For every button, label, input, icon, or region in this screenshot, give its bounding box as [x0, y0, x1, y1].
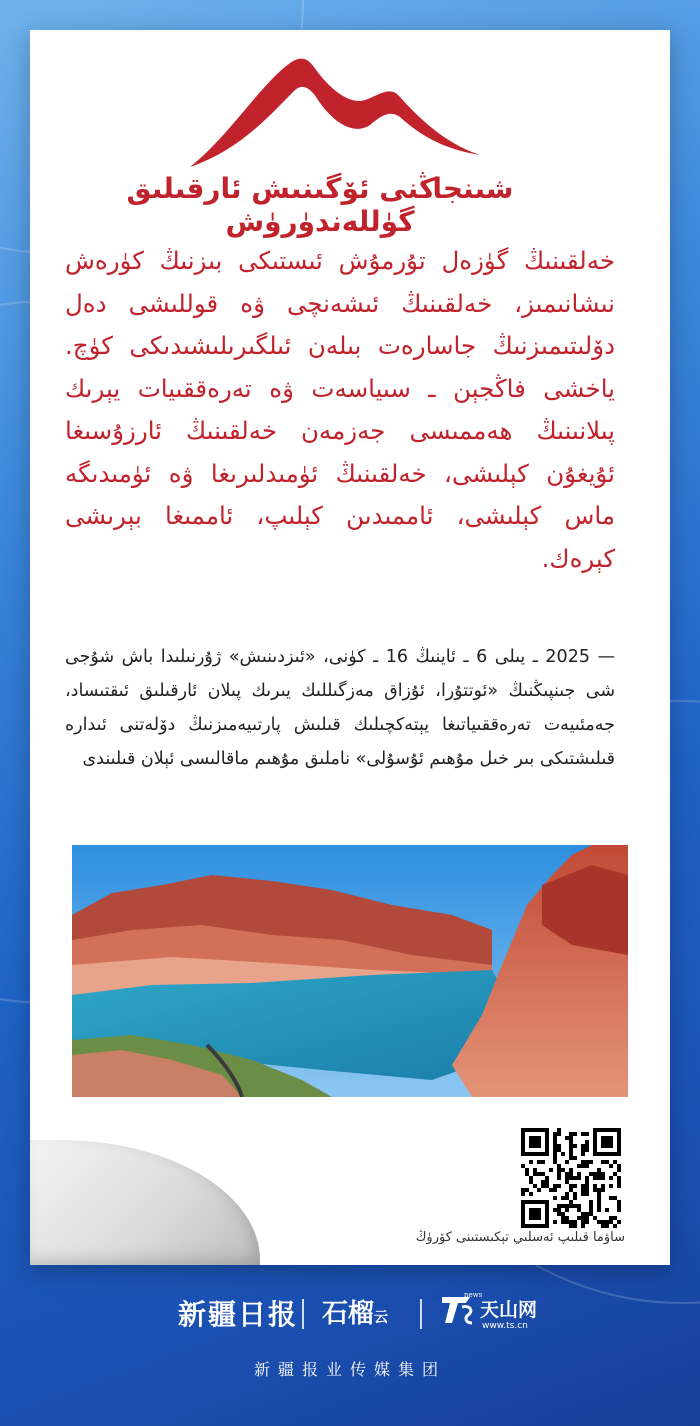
divider: [420, 1299, 422, 1329]
group-name: 新疆报业传媒集团: [253, 1360, 446, 1379]
divider: [302, 1299, 304, 1329]
tianshan-net-name: 天山网: [480, 1299, 538, 1321]
landscape-photo: [72, 845, 628, 1097]
lead-quote: خەلقىنىڭ گۈزەل تۇرمۇش ئىستىكى بىزنىڭ كۈرەش نىشانىمىز، خەلقىنىڭ ئىشەنچى ۋە قوللىشى دەل دۆلىتىمىزنىڭ جاسارەت بىلەن ئىلگىرىلىشىدىكى كۈچ. ياخشى فاڭجېن ـ سىياسەت ۋە تەرەققىيات يېرىك پىلانىنىڭ ھەممىسى جەزمەن خەلقىنىڭ ئارزۇسىغا ئۇيغۇن كېلىشى، خەلقىنىڭ ئۈمىدلىرىغا ۋە ئۈمىدىگە ماس كېلىشى، ئاممىدىن كېلىپ، ئاممىغا بېرىشى كېرەك.: [65, 246, 615, 573]
shiliuyun-logo: [322, 1293, 388, 1330]
ts-news-tag: news: [464, 1291, 483, 1299]
qr-caption: ساۋما قىلىپ ئەسلىي تېكىستىنى كۆرۈڭ: [415, 1230, 625, 1245]
xinjiang-daily-logo: 新疆日报: [178, 1298, 299, 1331]
source-text: — 2025 ـ يىلى 6 ـ ئاينىڭ 16 ـ كۈنى، «ئىزدىنىش» ژۇرنىلىدا باش شۇجى شى جىنپىڭنىڭ «ئوتتۇرا، ئۇزاق مەزگىللىك يىرىك پىلان ئارقىلىق ئىقتىساد، جەمئىيەت تەرەققىياتىغا يېتەكچىلىك قىلىش پارتىيەمىزنىڭ دۆلەتنى ئىدارە قىلىشتىكى بىر خىل مۇھىم ئۇسۇلى» ناملىق مۇھىم ماقالىسى ئېلان قىلىندى: [65, 647, 615, 769]
shiliuyun-logo-main: 石榴: [322, 1299, 375, 1329]
page-title: شىنجاڭنى ئۆگىنىش ئارقىلىق گۈللەندۈرۈش: [126, 172, 514, 238]
footer: [0, 1285, 700, 1405]
qr-code-icon[interactable]: [521, 1128, 621, 1228]
paper-curl: [30, 1140, 260, 1265]
tianshan-net-url[interactable]: www.ts.cn: [482, 1321, 528, 1331]
shiliuyun-logo-small: 云: [374, 1310, 389, 1326]
mountain-logo-icon: [190, 55, 480, 170]
